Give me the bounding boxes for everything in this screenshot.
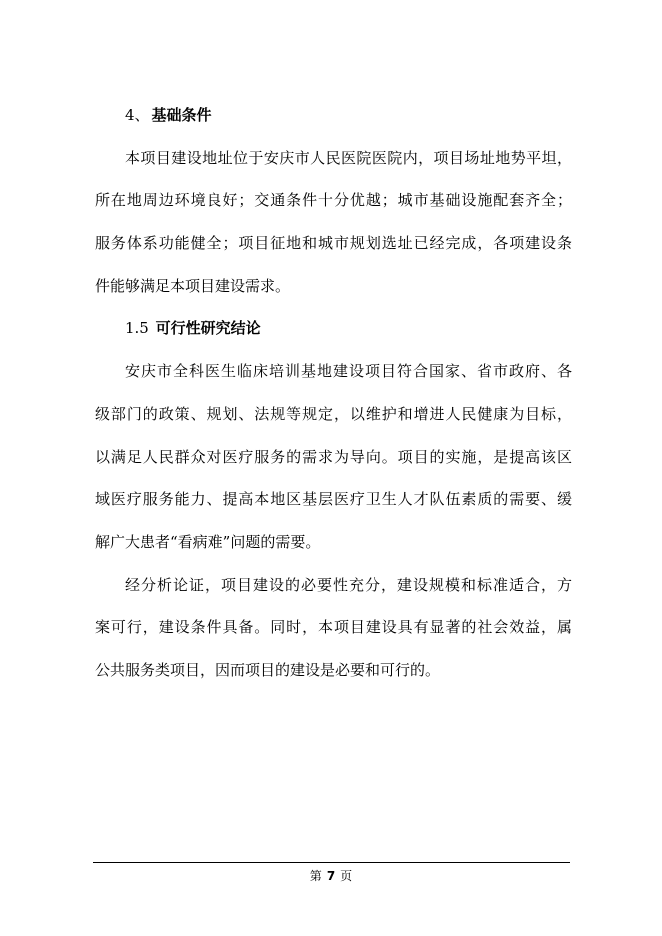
- paragraph-basic-conditions: [95, 137, 572, 308]
- paragraph-line: 域医疗服务能力、提高本地区基层医疗卫生人才队伍素质的需要、缓: [95, 490, 572, 509]
- paragraph-line: 所在地周边环境良好；交通条件十分优越；城市基础设施配套齐全；: [95, 191, 572, 210]
- paragraph-line: 安庆市全科医生临床培训基地建设项目符合国家、省市政府、各: [125, 362, 572, 381]
- paragraph-line: 公共服务类项目，因而项目的建设是必要和可行的。: [95, 660, 441, 679]
- paragraph-line: 件能够满足本项目建设需求。: [95, 276, 291, 295]
- heading-number: 4、: [125, 106, 150, 124]
- paragraph-line: 解广大患者“看病难”问题的需要。: [95, 532, 321, 551]
- footer-prefix: 第: [309, 869, 322, 883]
- paragraph-line: 经分析论证，项目建设的必要性充分，建设规模和标准适合，方: [125, 575, 572, 594]
- footer-divider: [93, 862, 570, 863]
- paragraph-line: 本项目建设地址位于安庆市人民医院医院内，项目场址地势平坦，: [125, 148, 572, 167]
- heading-number: 1.5: [125, 319, 149, 338]
- paragraph-line: 级部门的政策、规划、法规等规定，以维护和增进人民健康为目标，: [95, 404, 572, 423]
- page-number: 7: [326, 869, 336, 883]
- page-body: [95, 94, 572, 692]
- paragraph-conclusion: [95, 564, 572, 692]
- paragraph-line: 服务体系功能健全；项目征地和城市规划选址已经完成，各项建设条: [95, 234, 572, 253]
- page-footer: [0, 868, 662, 884]
- footer-suffix: 页: [340, 869, 353, 883]
- heading-title: 基础条件: [151, 106, 212, 124]
- section-heading-basic-conditions: [95, 94, 572, 137]
- section-heading-feasibility-conclusion: [95, 307, 572, 350]
- paragraph-feasibility-summary: [95, 350, 572, 563]
- heading-title: 可行性研究结论: [155, 319, 261, 338]
- paragraph-line: 案可行，建设条件具备。同时，本项目建设具有显著的社会效益，属: [95, 618, 572, 637]
- paragraph-line: 以满足人民群众对医疗服务的需求为导向。项目的实施，是提高该区: [95, 447, 572, 466]
